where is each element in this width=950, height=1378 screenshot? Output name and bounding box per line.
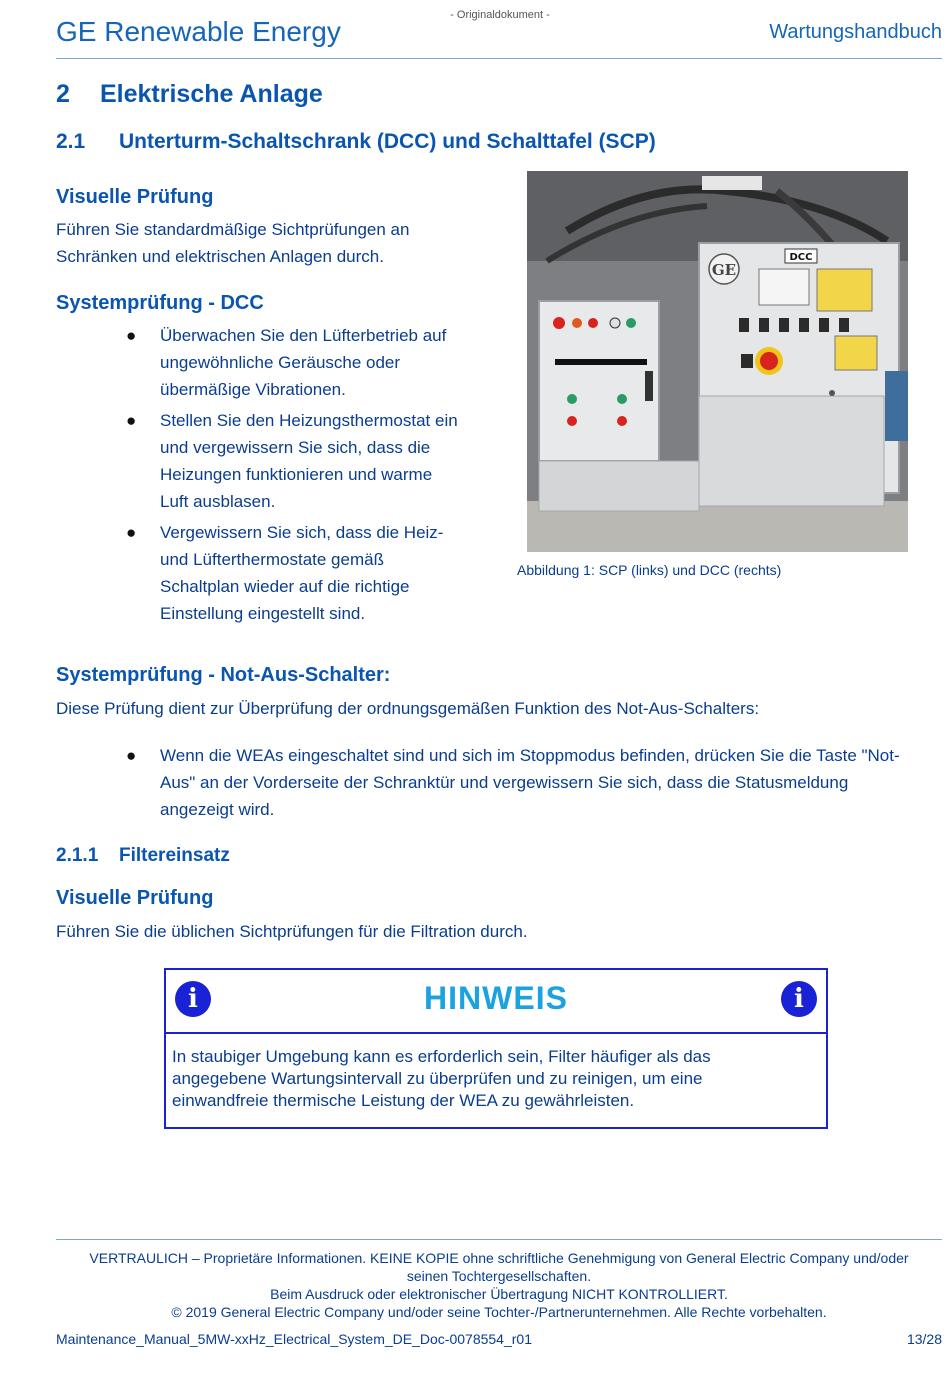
- footer-page-number: 13/28: [906, 1331, 942, 1347]
- estop-check-intro: Diese Prüfung dient zur Überprüfung der ordnungsgemäßen Funktion des Not-Aus-Schalters:: [56, 699, 760, 718]
- info-icon: i: [175, 981, 211, 1017]
- section-title: Elektrische Anlage: [100, 80, 323, 108]
- visual-check-line: Führen Sie standardmäßige Sichtprüfungen an: [56, 220, 410, 239]
- bullet-line: Aus" an der Vorderseite der Schranktür und vergewissern Sie sich, dass die Statusmeldung: [160, 773, 849, 792]
- bullet-line: angezeigt wird.: [160, 800, 275, 819]
- bullet-line: Vergewissern Sie sich, dass die Heiz-: [160, 523, 444, 542]
- visual-check-2-heading: Visuelle Prüfung: [56, 887, 214, 909]
- dcc-bullet-item: [56, 519, 496, 627]
- bullet-line: Wenn die WEAs eingeschaltet sind und sich im Stoppmodus befinden, drücken Sie die Taste "Not-: [160, 746, 900, 765]
- system-check-dcc-heading: Systemprüfung - DCC: [56, 292, 264, 314]
- estop-check-heading: Systemprüfung - Not-Aus-Schalter:: [56, 664, 391, 686]
- figure-photo: [527, 171, 908, 552]
- info-icon: i: [781, 981, 817, 1017]
- subsection-number: 2.1: [56, 130, 86, 153]
- bullet-line: übermäßige Vibrationen.: [160, 380, 346, 399]
- dcc-bullet-item: [56, 322, 496, 403]
- visual-check-line: Schränken und elektrischen Anlagen durch.: [56, 247, 384, 266]
- estop-bullet-item: [56, 742, 946, 823]
- original-document-note: - Originaldokument -: [450, 9, 550, 21]
- bullet-line: und vergewissern Sie sich, dass die: [160, 438, 431, 457]
- subsubsection-heading: [56, 845, 230, 867]
- bullet-dot: ●: [126, 411, 137, 430]
- section-heading: [56, 80, 323, 109]
- footer-line: Beim Ausdruck oder elektronischer Übertragung NICHT KONTROLLIERT.: [270, 1286, 728, 1302]
- bullet-line: und Lüfterthermostate gemäß: [160, 550, 384, 569]
- bullet-line: ungewöhnliche Geräusche oder: [160, 353, 401, 372]
- notice-title: HINWEIS: [424, 980, 568, 1016]
- visual-check-heading: Visuelle Prüfung: [56, 186, 214, 208]
- bullet-dot: ●: [126, 523, 137, 542]
- bullet-line: Überwachen Sie den Lüfterbetrieb auf: [160, 326, 447, 345]
- bullet-line: Stellen Sie den Heizungsthermostat ein: [160, 411, 458, 430]
- notice-line: In staubiger Umgebung kann es erforderlich sein, Filter häufiger als das: [172, 1047, 711, 1066]
- dcc-bullet-item: [56, 407, 496, 515]
- figure-caption: Abbildung 1: SCP (links) und DCC (rechts): [517, 562, 782, 578]
- header-brand: GE Renewable Energy: [56, 16, 341, 47]
- bullet-line: Heizungen funktionieren und warme: [160, 465, 433, 484]
- header-doc-type: Wartungshandbuch: [769, 21, 942, 43]
- footer-line: VERTRAULICH – Proprietäre Informationen. KEINE KOPIE ohne schriftliche Genehmigung von General Electric Company und/oder: [89, 1250, 909, 1266]
- subsection-heading: [56, 130, 656, 154]
- notice-header: [166, 970, 826, 1034]
- notice-line: einwandfreie thermische Leistung der WEA zu gewährleisten.: [172, 1091, 635, 1110]
- visual-check-2-text: Führen Sie die üblichen Sichtprüfungen für die Filtration durch.: [56, 922, 528, 941]
- bullet-line: Schaltplan wieder auf die richtige: [160, 577, 410, 596]
- footer-doc-id: Maintenance_Manual_5MW-xxHz_Electrical_System_DE_Doc-0078554_r01: [56, 1331, 532, 1347]
- footer-line: seinen Tochtergesellschaften.: [406, 1268, 592, 1284]
- notice-body: [172, 1046, 820, 1112]
- ge-logo: GE: [711, 261, 737, 279]
- subsection-title: Unterturm-Schaltschrank (DCC) und Schalttafel (SCP): [119, 130, 656, 153]
- footer-confidential: [56, 1249, 942, 1321]
- bullet-dot: ●: [126, 746, 137, 765]
- header-divider: [56, 58, 942, 59]
- dcc-bullet-list: [56, 322, 496, 631]
- visual-check-text: [56, 216, 409, 270]
- notice-line: angegebene Wartungsintervall zu überprüfen und zu reinigen, um eine: [172, 1069, 703, 1088]
- bullet-dot: ●: [126, 326, 137, 345]
- footer-divider: [56, 1239, 942, 1240]
- subsubsection-number: 2.1.1: [56, 845, 99, 866]
- dcc-panel-label: DCC: [789, 252, 813, 263]
- bullet-line: Luft ausblasen.: [160, 492, 276, 511]
- estop-bullet-list: [56, 742, 946, 827]
- cabinet-photo-illustration: [527, 171, 908, 552]
- section-number: 2: [56, 80, 70, 108]
- notice-box: [164, 968, 828, 1129]
- footer-line: © 2019 General Electric Company und/oder seine Tochter-/Partnerunternehmen. Alle Rechte vorbehalten.: [171, 1304, 827, 1320]
- subsubsection-title: Filtereinsatz: [119, 845, 230, 866]
- bullet-line: Einstellung eingestellt sind.: [160, 604, 366, 623]
